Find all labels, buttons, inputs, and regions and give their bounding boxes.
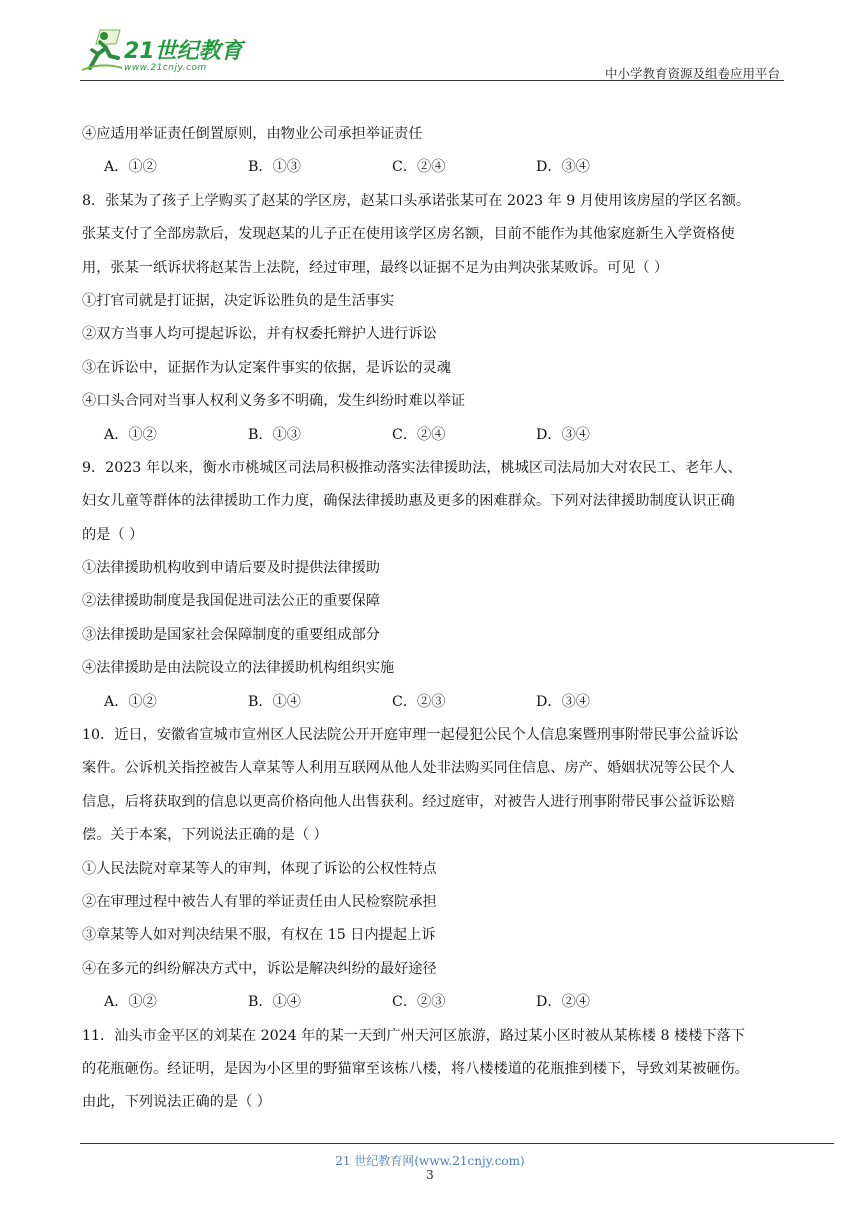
text-line: ④法律援助是由法院设立的法律援助机构组织实施 (82, 660, 395, 677)
text-line: 案件。公诉机关指控被告人章某等人利用互联网从他人处非法购买同住信息、房产、婚姻状况等公民个人 (82, 760, 735, 777)
answer-option: B．①④ (248, 693, 301, 710)
answer-options (82, 986, 782, 1019)
answer-option: A．①② (104, 994, 157, 1011)
answer-option: A．①② (104, 693, 157, 710)
text-line: 8．张某为了孩子上学购买了赵某的学区房，赵某口头承诺张某可在 2023 年 9 月使用该房屋的学区名额。 (82, 192, 751, 209)
text-line: 信息，后将获取到的信息以更高价格向他人出售获利。经过庭审，对被告人进行刑事附带民事公益诉讼赔 (82, 793, 735, 810)
answer-options (82, 686, 782, 719)
answer-option: D．③④ (536, 159, 590, 176)
answer-option: D．②④ (536, 994, 590, 1011)
text-line: 张某支付了全部房款后，发现赵某的儿子正在使用该学区房名额，目前不能作为其他家庭新生入学资格使 (82, 226, 735, 243)
answer-options (82, 151, 782, 184)
text-line: 10．近日，安徽省宣城市宣州区人民法院公开开庭审理一起侵犯公民个人信息案暨刑事附带民事公益诉讼 (82, 727, 739, 744)
text-line: 的花瓶砸伤。经证明，是因为小区里的野猫窜至该栋八楼，将八楼楼道的花瓶推到楼下，导致刘某被砸伤。 (82, 1060, 749, 1077)
page-header (80, 28, 780, 84)
footer-divider (80, 1143, 834, 1144)
answer-option: B．①③ (248, 159, 301, 176)
text-line: 由此，下列说法正确的是（ ） (82, 1094, 271, 1111)
answer-option: C．②④ (392, 159, 446, 176)
header-divider (80, 80, 784, 81)
text-line: 妇女儿童等群体的法律援助工作力度，确保法律援助惠及更多的困难群众。下列对法律援助制度认识正确 (82, 493, 735, 510)
site-logo[interactable] (80, 28, 270, 78)
text-line: 9．2023 年以来，衡水市桃城区司法局积极推动落实法律援助法，桃城区司法局加大对农民工、老年人、 (82, 459, 742, 476)
text-line: ①法律援助机构收到申请后要及时提供法律援助 (82, 560, 380, 577)
text-line: 用，张某一纸诉状将赵某告上法院，经过审理，最终以证据不足为由判决张某败诉。可见（ ） (82, 259, 669, 276)
text-line: ②法律援助制度是我国促进司法公正的重要保障 (82, 593, 380, 610)
runner-logo-icon (80, 28, 124, 76)
text-line: ③章某等人如对判决结果不服，有权在 15 日内提起上诉 (82, 927, 436, 944)
text-line: 11．汕头市金平区的刘某在 2024 年的某一天到广州天河区旅游，路过某小区时被从某栋楼 8 楼楼下落下 (82, 1027, 745, 1044)
text-line: ②双方当事人均可提起诉讼，并有权委托辩护人进行诉讼 (82, 326, 437, 343)
answer-option: B．①④ (248, 994, 301, 1011)
answer-options (82, 419, 782, 452)
page-number: 3 (426, 1168, 434, 1182)
text-line: 的是（ ） (82, 526, 144, 543)
text-line: ④应适用举证责任倒置原则，由物业公司承担举证责任 (82, 126, 423, 142)
text-line: ④在多元的纠纷解决方式中，诉讼是解决纠纷的最好途径 (82, 960, 437, 977)
question-content (82, 118, 782, 1120)
text-line: ④口头合同对当事人权利义务多不明确，发生纠纷时难以举证 (82, 393, 466, 410)
text-line: ③在诉讼中，证据作为认定案件事实的依据，是诉讼的灵魂 (82, 359, 451, 376)
answer-option: B．①③ (248, 426, 301, 443)
platform-title: 中小学教育资源及组卷应用平台 (604, 66, 780, 81)
answer-option: C．②④ (392, 426, 446, 443)
answer-option: A．①② (104, 426, 157, 443)
footer-site-link[interactable]: 21 世纪教育网(www.21cnjy.com) (335, 1154, 525, 1168)
text-line: ③法律援助是国家社会保障制度的重要组成部分 (82, 626, 380, 643)
answer-option: C．②③ (392, 693, 446, 710)
answer-option: C．②③ (392, 994, 446, 1011)
text-line: ②在审理过程中被告人有罪的举证责任由人民检察院承担 (82, 893, 437, 910)
answer-option: A．①② (104, 159, 157, 176)
answer-option: D．③④ (536, 426, 590, 443)
logo-url: www.21cnjy.com (124, 63, 207, 73)
text-line: ①打官司就是打证据，决定诉讼胜负的是生活事实 (82, 292, 395, 309)
logo-text: 21世纪教育 (124, 39, 243, 64)
text-line: 偿。关于本案，下列说法正确的是（ ） (82, 827, 328, 844)
answer-option: D．③④ (536, 693, 590, 710)
text-line: ①人民法院对章某等人的审判，体现了诉讼的公权性特点 (82, 860, 437, 877)
